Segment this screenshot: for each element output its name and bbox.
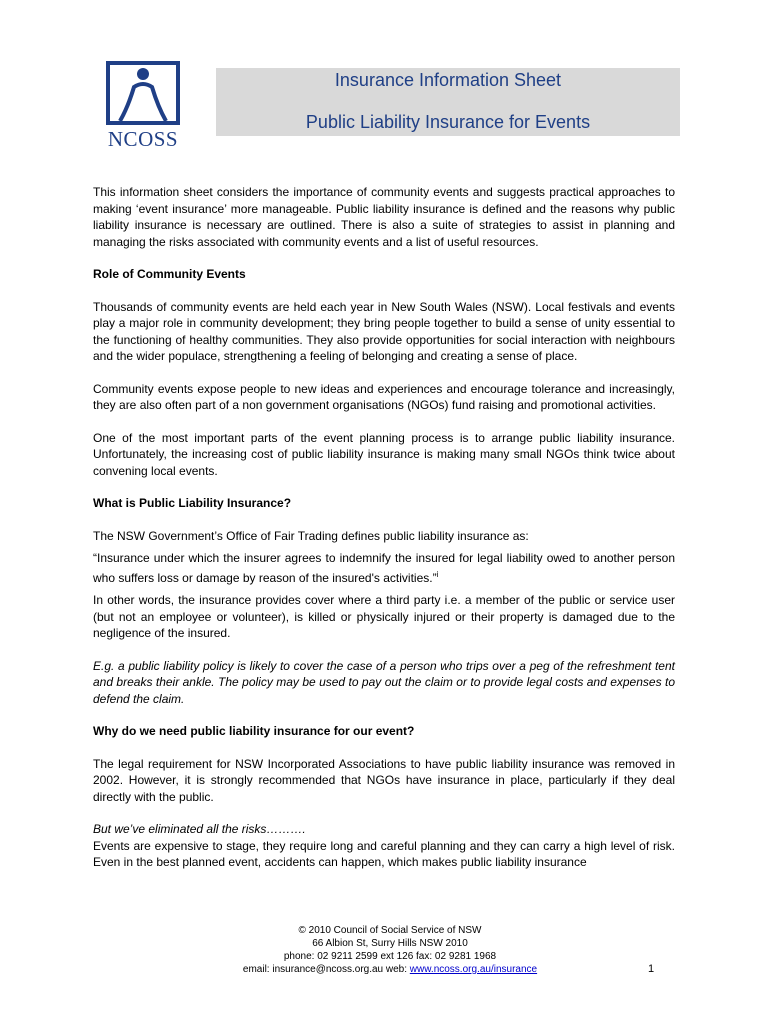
paragraph-expensive-events: Events are expensive to stage, they require long and careful planning and they can carry a high level of risk. Even in the best planned event, accidents can happen, which makes public liability insurance [93, 838, 675, 869]
footer-contact [200, 963, 580, 976]
paragraph-expose-ideas: Community events expose people to new ideas and experiences and encourage tolerance and increasingly, they are also often part of a non government organisations (NGOs) fund raising and promotional activities. [93, 381, 675, 412]
heading-what-is-pli: What is Public Liability Insurance? [93, 496, 292, 510]
heading-role-of-events: Role of Community Events [93, 267, 246, 281]
footer-phone: phone: 02 9211 2599 ext 126 fax: 02 9281 1968 [283, 951, 497, 962]
paragraph-community-events: Thousands of community events are held each year in New South Wales (NSW). Local festivals and events play a major role in community development; they bring people together to build a sense of unity essential to the functioning of healthy communities. They also provide opportunities for social interaction with neighbours and the wider populace, strengthening a feeling of belonging and creating a sense of place. [93, 299, 675, 363]
document-title: Insurance Information Sheet [334, 70, 562, 90]
ncoss-logo [100, 61, 186, 153]
quote-text: “Insurance under which the insurer agrees to indemnify the insured for legal liability owed to another person who suffers loss or damage by reason of the insured's activities.” [93, 551, 675, 585]
ncoss-logo-mark-icon [106, 61, 180, 125]
paragraph-legal-requirement: The legal requirement for NSW Incorporated Associations to have public liability insurance was removed in 2002. However, it is strongly recommended that NGOs have insurance in place, particularly if they deal directly with the public. [93, 756, 675, 804]
paragraph-planning: One of the most important parts of the event planning process is to arrange public liability insurance. Unfortunately, the increasing cost of public liability insurance is making many small NGOs think twice about convening local events. [93, 430, 675, 478]
paragraph-other-words: In other words, the insurance provides cover where a third party i.e. a member of the public or service user (but not an employee or volunteer), is killed or physically injured or their property is damaged due to the negligence of the insured. [93, 593, 675, 640]
example-paragraph: E.g. a public liability policy is likely to cover the case of a person who trips over a peg of the refreshment tent and breaks their ankle. The policy may be used to pay out the claim or to provide legal costs and expenses to defend the claim. [93, 658, 675, 706]
paragraph-eliminated-risks: But we’ve eliminated all the risks………. [93, 822, 306, 836]
quote-endnote-ref: i [436, 569, 439, 579]
footer-web-link[interactable]: www.ncoss.org.au/insurance [409, 964, 538, 975]
page-footer [200, 924, 580, 976]
logo-wordmark: NCOSS [107, 127, 179, 151]
definition-quote [93, 550, 675, 586]
page-number: 1 [648, 963, 655, 975]
footer-email: email: insurance@ncoss.org.au web: [242, 964, 410, 975]
heading-why-need: Why do we need public liability insurance for our event? [93, 724, 415, 738]
title-banner [216, 68, 680, 136]
paragraph-definition-intro: The NSW Government’s Office of Fair Trading defines public liability insurance as: [93, 528, 529, 543]
intro-paragraph: This information sheet considers the importance of community events and suggests practical approaches to making ‘event insurance’ more manageable. Public liability insurance is defined and the reasons why public liability insurance is necessary are outlined. There is also a suite of strategies to assist in planning and managing the risks associated with community events and a list of useful resources. [93, 185, 675, 249]
footer-address: 66 Albion St, Surry Hills NSW 2010 [312, 938, 468, 949]
document-subtitle: Public Liability Insurance for Events [305, 112, 591, 132]
body-content [93, 184, 675, 887]
footer-copyright: © 2010 Council of Social Service of NSW [298, 925, 482, 936]
